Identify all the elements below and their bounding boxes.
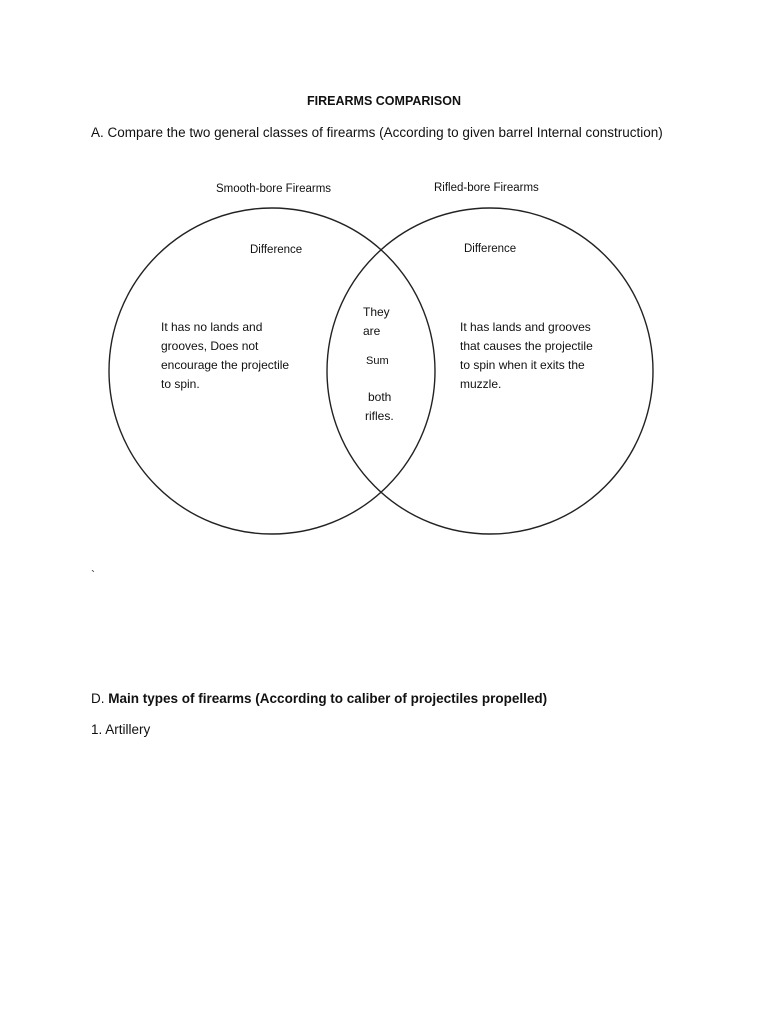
right-difference-text: [460, 318, 593, 394]
left-text-line: to spin.: [161, 377, 200, 391]
right-circle-title: Rifled-bore Firearms: [434, 182, 539, 194]
overlap-line-they: They: [363, 305, 390, 319]
overlap-line-both: both: [368, 390, 392, 404]
list-item-artillery: 1. Artillery: [91, 722, 151, 737]
section-d-prompt: [91, 691, 547, 706]
left-text-line: encourage the projectile: [161, 358, 290, 372]
right-text-line: It has lands and grooves: [460, 320, 591, 334]
section-a-letter: A.: [91, 125, 104, 140]
section-a-text: Compare the two general classes of firearms (According to given barrel Internal construction): [107, 125, 663, 140]
right-heading: Difference: [464, 243, 517, 255]
page-title: FIREARMS COMPARISON: [307, 94, 461, 108]
right-text-line: muzzle.: [460, 377, 502, 391]
section-d-text: Main types of firearms (According to caliber of projectiles propelled): [108, 691, 548, 706]
overlap-line-rifles: rifles.: [365, 409, 394, 423]
left-text-line: It has no lands and: [161, 320, 263, 334]
left-heading: Difference: [250, 244, 303, 256]
left-difference-text: [161, 318, 289, 394]
left-circle-title: Smooth-bore Firearms: [216, 183, 332, 195]
overlap-line-sum: Sum: [366, 355, 389, 367]
section-d-letter: D.: [91, 691, 105, 706]
stray-mark: `: [91, 568, 95, 582]
left-text-line: grooves, Does not: [161, 339, 259, 353]
right-text-line: that causes the projectile: [460, 339, 593, 353]
right-text-line: to spin when it exits the: [460, 358, 585, 372]
overlap-line-are: are: [363, 324, 381, 338]
